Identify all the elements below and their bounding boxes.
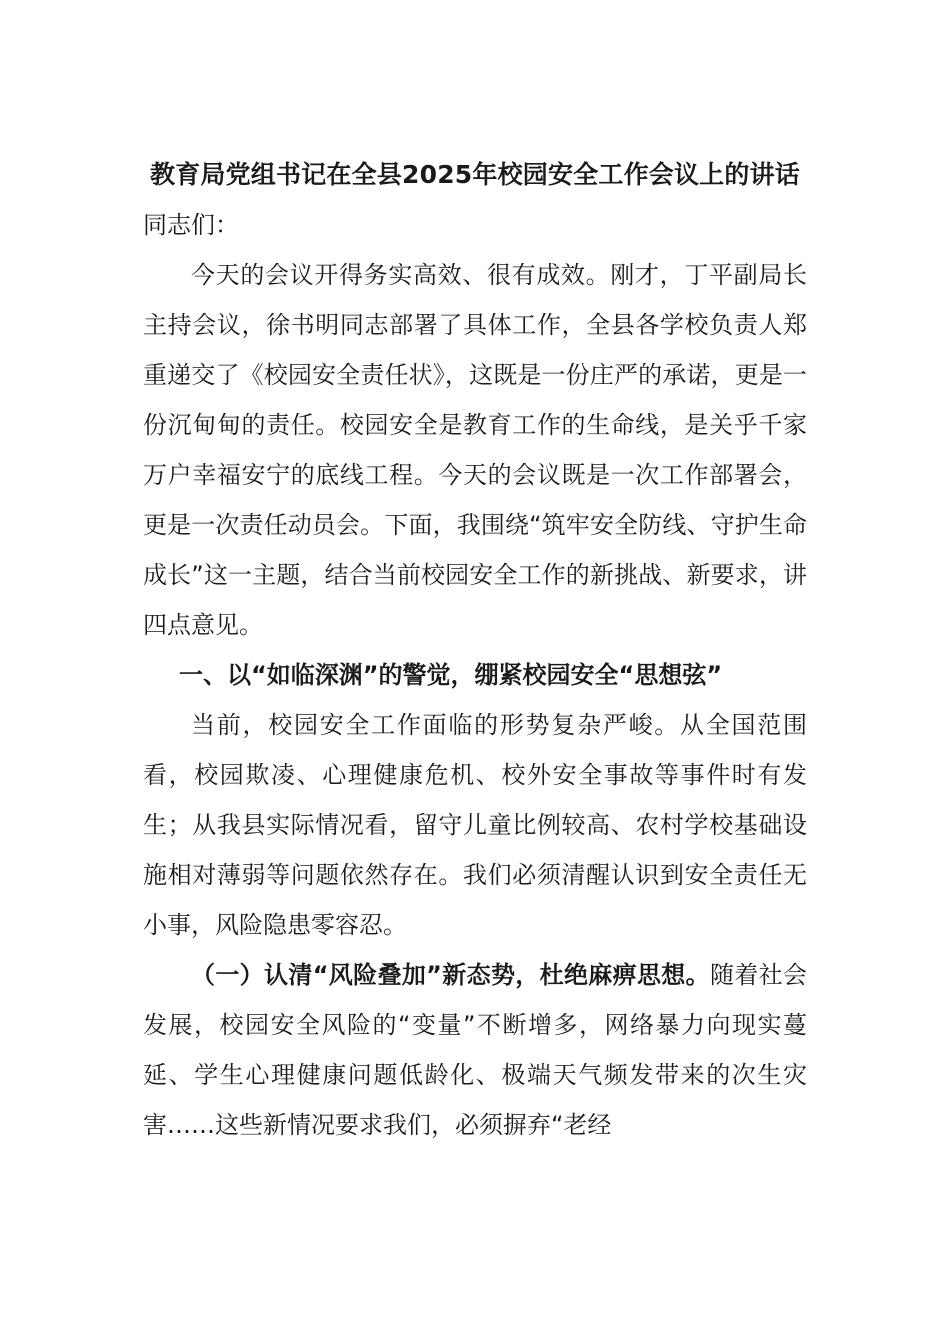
subsection-1-lead: （一）认清“风险叠加”新态势，杜绝麻痹思想。 bbox=[191, 961, 710, 989]
subsection-1-text: 随着社会发展，校园安全风险的“变量”不断增多，网络暴力向现实蔓延、学生心理健康问题低龄化、极端天气频发带来的次生灾害……这些新情况要求我们，必须摒弃“老经 bbox=[143, 961, 807, 1139]
salutation: 同志们： bbox=[143, 211, 239, 239]
subsection-1-paragraph bbox=[143, 950, 807, 1150]
document-title: 教育局党组书记在全县2025年校园安全工作会议上的讲话 bbox=[150, 160, 800, 189]
document-page bbox=[143, 150, 807, 1150]
section-1-heading: 一、以“如临深渊”的警觉，绷紧校园安全“思想弦” bbox=[179, 661, 723, 689]
opening-paragraph: 今天的会议开得务实高效、很有成效。刚才，丁平副局长主持会议，徐书明同志部署了具体工作，全县各学校负责人郑重递交了《校园安全责任状》，这既是一份庄严的承诺，更是一份沉甸甸的责任。校园安全是教育工作的生命线，是关乎千家万户幸福安宁的底线工程。今天的会议既是一次工作部署会，更是一次责任动员会。下面，我围绕“筑牢安全防线、守护生命成长”这一主题，结合当前校园安全工作的新挑战、新要求，讲四点意见。 bbox=[143, 261, 807, 639]
section-1-body: 当前，校园安全工作面临的形势复杂严峻。从全国范围看，校园欺凌、心理健康危机、校外安全事故等事件时有发生；从我县实际情况看，留守儿童比例较高、农村学校基础设施相对薄弱等问题依然存在。我们必须清醒认识到安全责任无小事，风险隐患零容忍。 bbox=[143, 711, 807, 939]
